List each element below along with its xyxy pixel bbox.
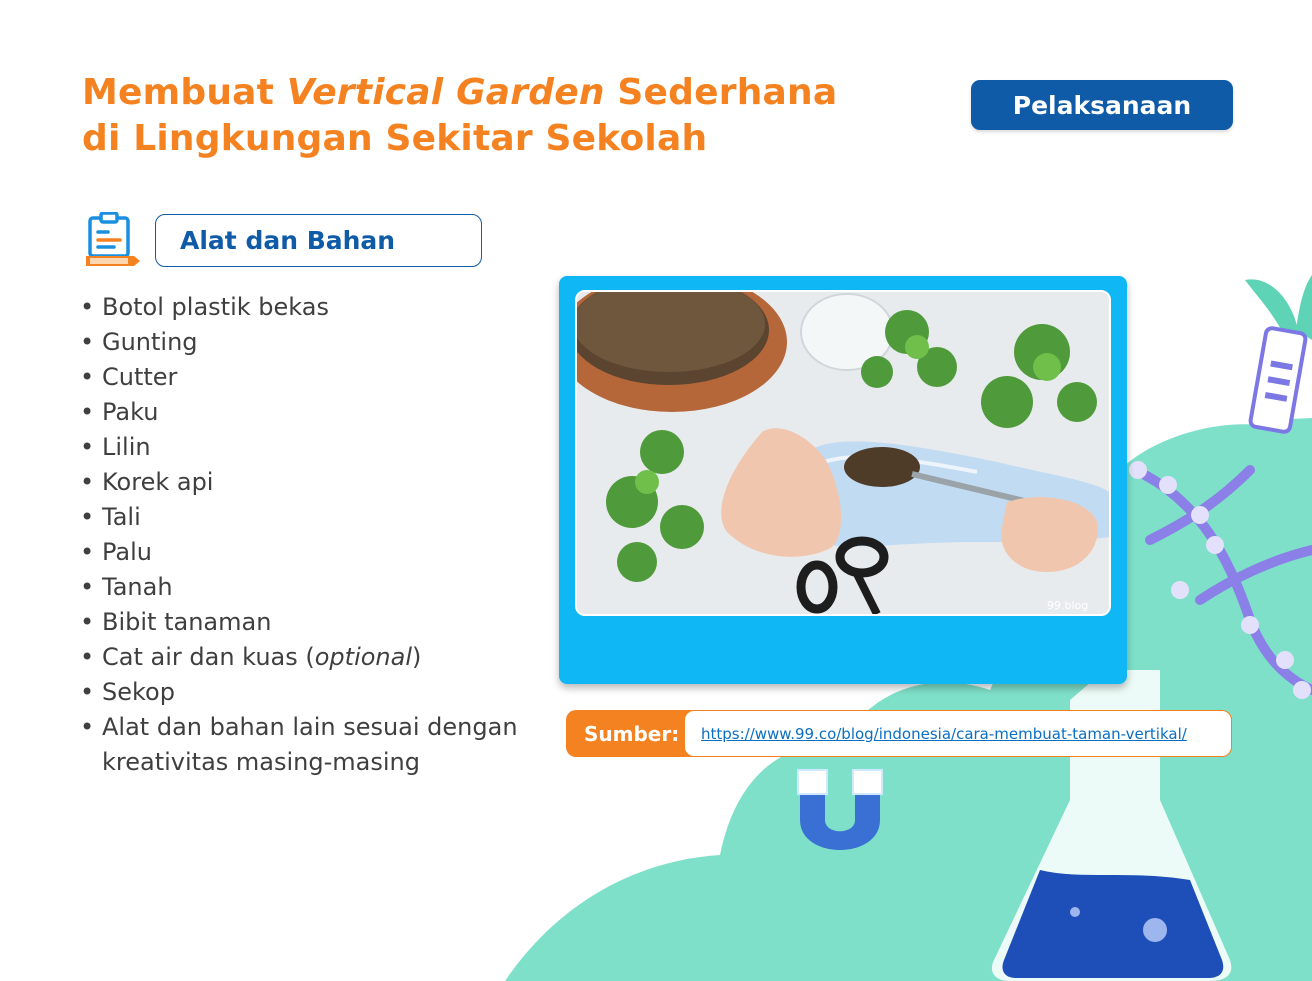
title-line2: di Lingkungan Sekitar Sekolah	[82, 118, 708, 159]
item-tail: )	[412, 643, 422, 671]
list-item: • Tali	[80, 500, 550, 535]
source-bar	[566, 710, 1232, 757]
title-italic: Vertical Garden	[286, 72, 605, 113]
photo-watermark: 99.blog	[1047, 599, 1089, 612]
test-tube-icon	[1250, 327, 1307, 432]
item-text: Cat air dan kuas (	[102, 643, 315, 671]
clipboard-icon	[82, 212, 142, 270]
list-item	[80, 640, 550, 675]
title-part2: Sederhana	[604, 72, 838, 113]
photo-illustration	[577, 292, 1109, 614]
stage-badge: Pelaksanaan	[971, 80, 1233, 130]
list-item: • Alat dan bahan lain sesuai dengan kreativitas masing-masing	[80, 710, 550, 780]
list-item: • Gunting	[80, 325, 550, 360]
list-item: • Korek api	[80, 465, 550, 500]
title-part1: Membuat	[82, 72, 287, 113]
list-item: • Tanah	[80, 570, 550, 605]
list-item: • Sekop	[80, 675, 550, 710]
item-italic: optional	[314, 643, 412, 671]
list-item: • Lilin	[80, 430, 550, 465]
list-item: • Bibit tanaman	[80, 605, 550, 640]
page-title	[82, 70, 837, 162]
materials-list	[80, 290, 550, 780]
source-label: Sumber:	[566, 710, 706, 757]
list-item: • Paku	[80, 395, 550, 430]
source-link[interactable]: https://www.99.co/blog/indonesia/cara-membuat-taman-vertikal/	[684, 710, 1232, 757]
section-heading: Alat dan Bahan	[155, 214, 482, 267]
list-item: • Palu	[80, 535, 550, 570]
list-item: • Botol plastik bekas	[80, 290, 550, 325]
list-item: • Cutter	[80, 360, 550, 395]
garden-photo	[575, 290, 1111, 616]
